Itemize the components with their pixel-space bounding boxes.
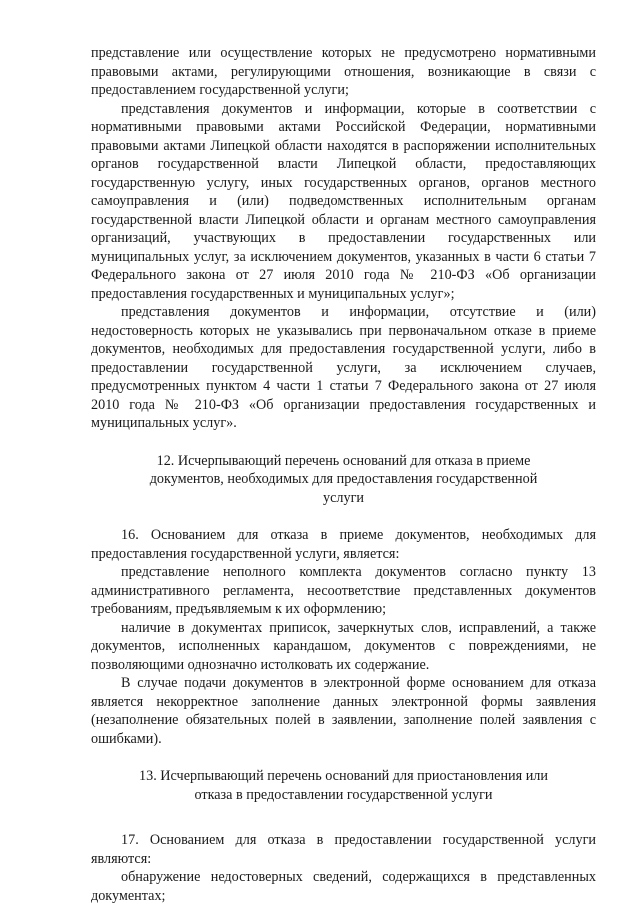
paragraph-unreliable-info: обнаружение недостоверных сведений, содержащихся в представленных документах;: [91, 869, 596, 904]
paragraph-item-16: 16. Основанием для отказа в приеме документов, необходимых для предоставления государственной услуги, является:: [91, 527, 596, 562]
paragraph-electronic-form: В случае подачи документов в электронной форме основанием для отказа является некорректное заполнение данных электронной формы заявления (незаполнение обязательных полей в заявлении, заполнение полей заявления с ошибками).: [91, 675, 596, 747]
paragraph-item-17: 17. Основанием для отказа в предоставлении государственной услуги являются:: [91, 832, 596, 867]
document-page: [91, 44, 596, 905]
paragraph-incomplete-set: представление неполного комплекта документов согласно пункту 13 административного регламента, несоответствие представленных документов требованиям, предъявляемым к их оформлению;: [91, 564, 596, 617]
section-heading-12: 12. Исчерпывающий перечень оснований для отказа в приеме документов, необходимых для предоставления государственной услуги: [149, 452, 538, 506]
paragraph-corrections: наличие в документах приписок, зачеркнутых слов, исправлений, а также документов, исполненных карандашом, документов с повреждениями, не позволяющими однозначно истолковать их содержание.: [91, 619, 596, 673]
section-heading-13: 13. Исчерпывающий перечень оснований для приостановления или отказа в предоставлении государственной услуги: [139, 768, 548, 803]
paragraph-continuation: представление или осуществление которых не предусмотрено нормативными правовыми актами, регулирующими отношения, возникающие в связи с предоставлением государственной услуги;: [91, 45, 596, 98]
paragraph-unreliability: представления документов и информации, отсутствие и (или) недостоверность которых не указывались при первоначальном отказе в приеме документов, необходимых для предоставления государственной услуги, либо в предоставлении государственной услуги, за исключением случаев, предусмотренных пунктом 4 части 1 статьи 7 Федерального закона от 27 июля 2010 года № 210-ФЗ «Об организации предоставления государственных и муниципальных услуг».: [91, 304, 596, 431]
paragraph-documents-in-authorities: представления документов и информации, которые в соответствии с нормативными правовыми актами Российской Федерации, нормативными правовыми актами Липецкой области находятся в распоряжении исполнительных органов государственной власти Липецкой области, предоставляющих государственную услугу, иных государственных органов, органов местного самоуправления и (или) подведомственных исполнительным органам государственной власти Липецкой области и органам местного самоуправления организаций, участвующих в предоставлении государственных или муниципальных услуг, за исключением документов, указанных в части 6 статьи 7 Федерального закона от 27 июля 2010 года № 210-ФЗ «Об организации предоставления государственных и муниципальных услуг»;: [91, 100, 596, 302]
